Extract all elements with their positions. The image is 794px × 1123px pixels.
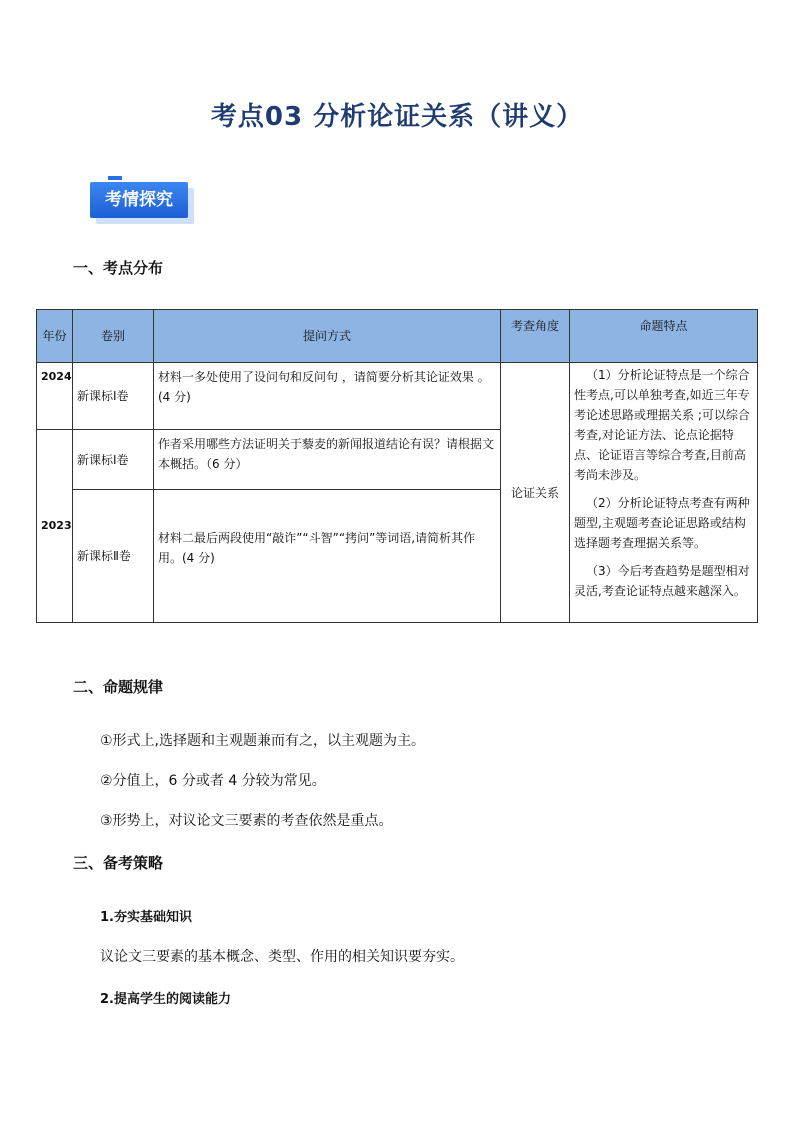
feature-item: （3）今后考查趋势是题型相对灵活,考查论证特点越来越深入。 <box>574 564 750 598</box>
badge-accent <box>108 176 122 180</box>
cell-question: 材料一多处使用了设问句和反问句 ，请简要分析其论证效果 。(4 分) <box>154 363 501 430</box>
feature-item: （2）分析论证特点考查有两种题型,主观题考查论证思路或结构选择题考查理据关系等。 <box>574 496 750 550</box>
cell-angle: 论证关系 <box>501 363 570 623</box>
cell-paper: 新课标Ⅰ卷 <box>73 430 154 490</box>
section-badge <box>90 182 188 218</box>
page-title: 考点03 分析论证关系（讲义） <box>210 102 584 132</box>
cell-year: 2023 <box>37 430 73 623</box>
cell-year: 2024 <box>37 363 73 430</box>
section-heading-rules: 二、命题规律 <box>73 678 164 696</box>
exam-distribution-table <box>36 309 758 623</box>
badge-label: 考情探究 <box>90 182 188 218</box>
cell-question: 材料二最后两段使用“敲诈”“斗智”“拷问”等词语,请简析其作用。(4 分) <box>154 490 501 623</box>
section-heading-strategy: 三、备考策略 <box>73 854 164 872</box>
header-question: 提问方式 <box>154 310 501 363</box>
feature-item: （1）分析论证特点是一个综合性考点,可以单独考查,如近三年专考论述思路或理据关系 ;可以综合考查,对论证方法、论点论据特点、论证语言等综合考查,目前高考尚未涉及。 <box>574 368 750 482</box>
header-paper: 卷别 <box>73 310 154 363</box>
strategy-item-title: 2.提高学生的阅读能力 <box>100 992 231 1007</box>
table-header-row <box>37 310 758 363</box>
strategy-item-text: 议论文三要素的基本概念、类型、作用的相关知识要夯实。 <box>100 949 464 965</box>
cell-paper: 新课标Ⅱ卷 <box>73 490 154 623</box>
header-angle: 考查角度 <box>501 310 570 363</box>
table-row <box>37 363 758 430</box>
header-year: 年份 <box>37 310 73 363</box>
strategy-item-title: 1.夯实基础知识 <box>100 910 192 925</box>
cell-question: 作者采用哪些方法证明关于藜麦的新闻报道结论有误？请根据文本概括。（6 分） <box>154 430 501 490</box>
cell-paper: 新课标Ⅰ卷 <box>73 363 154 430</box>
section-heading-distribution: 一、考点分布 <box>73 259 164 277</box>
rule-item: ②分值上，6 分或者 4 分较为常见。 <box>100 773 326 789</box>
rule-item: ③形势上，对议论文三要素的考查依然是重点。 <box>100 813 393 829</box>
cell-features <box>570 363 758 623</box>
header-features: 命题特点 <box>570 310 758 363</box>
rule-item: ①形式上,选择题和主观题兼而有之，以主观题为主。 <box>100 733 425 749</box>
